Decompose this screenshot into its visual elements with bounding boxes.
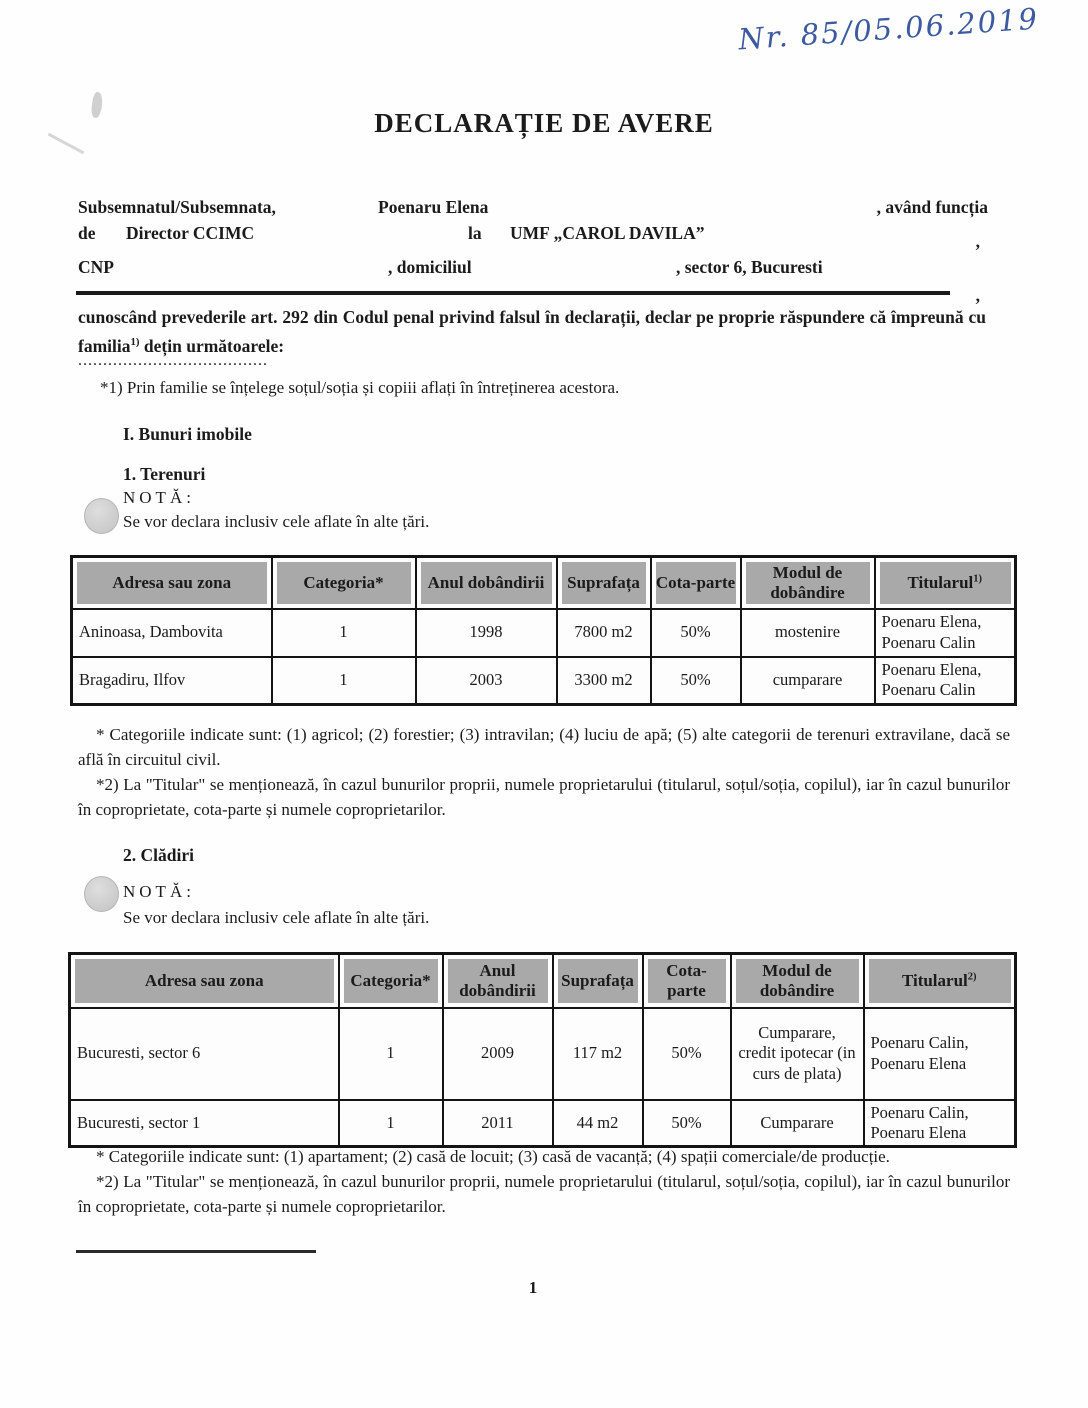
col-header-titularul: Titularul$^{1)}$ (875, 557, 1016, 609)
header-line-2 (78, 223, 988, 249)
family-footnote: *1) Prin familie se înțelege soțul/soția și copiii aflați în întreținerea acestora. (100, 378, 620, 397)
handwritten-registration-number: Nr. 85/05.06.2019 (737, 1, 1041, 57)
col-header-categoria: Categoria* (339, 954, 443, 1008)
table-cell: mostenire (741, 609, 875, 657)
nota-label-cladiri: NOTĂ: (123, 882, 195, 901)
terenuri-table (70, 555, 1017, 706)
col-header-cota: Cota-parte (643, 954, 731, 1008)
table-cell: 3300 m2 (557, 657, 651, 705)
terenuri-header-row (72, 557, 1016, 609)
table-cell: 1 (339, 1100, 443, 1147)
footnote-separator-rule (76, 1250, 316, 1253)
cnp-label: CNP (78, 257, 114, 277)
nota-label-terenuri: NOTĂ: (123, 488, 195, 507)
table-row (70, 1100, 1016, 1147)
table-cell: 1998 (416, 609, 557, 657)
table-cell: Bragadiru, Ilfov (72, 657, 272, 705)
header-line-3 (78, 257, 988, 305)
cladiri-header-row (70, 954, 1016, 1008)
terenuri-notes (78, 722, 1010, 822)
nota-text-cladiri: Se vor declara inclusiv cele aflate în alte țări. (123, 908, 430, 927)
de-label: de (78, 223, 96, 243)
table-cell: Poenaru Calin, Poenaru Elena (864, 1100, 1016, 1147)
table-cell: 1 (272, 609, 416, 657)
subsemnatul-label: Subsemnatul/Subsemnata, (78, 197, 276, 217)
col-header-adresa: Adresa sau zona (72, 557, 272, 609)
table-row (72, 657, 1016, 705)
oath-paragraph: cunoscând prevederile art. 292 din Codul penal privind falsul în declarații, declar pe proprie răspundere că împreună cu familia$^{1)}$ dețin următoarele: (78, 307, 986, 356)
subsection-cladiri-heading: 2. Clădiri (123, 845, 194, 865)
la-label: la (468, 223, 482, 243)
table-cell: 2011 (443, 1100, 553, 1147)
table-cell: 50% (651, 657, 741, 705)
col-header-modul: Modul de dobândire (741, 557, 875, 609)
table-cell: 7800 m2 (557, 609, 651, 657)
table-row (72, 609, 1016, 657)
table-cell: Cumparare (731, 1100, 864, 1147)
header-line-1 (78, 197, 988, 223)
nota-text-terenuri: Se vor declara inclusiv cele aflate în alte țări. (123, 512, 430, 531)
subsection-terenuri-heading: 1. Terenuri (123, 464, 206, 484)
cladiri-notes (78, 1144, 1010, 1219)
table-cell: 2009 (443, 1008, 553, 1100)
comma-line4: , (975, 285, 980, 305)
document-title: DECLARAȚIE DE AVERE (374, 108, 714, 138)
table-row (70, 1008, 1016, 1100)
col-header-suprafata: Suprafața (553, 954, 643, 1008)
sector-label: , sector 6, Bucuresti (676, 257, 823, 277)
section-1-heading: I. Bunuri imobile (123, 424, 252, 444)
comma-line2: , (975, 231, 980, 251)
dotted-separator: ...................................... (78, 352, 268, 369)
table-cell: 1 (339, 1008, 443, 1100)
header-divider-rule (76, 291, 950, 295)
col-header-anul: Anul dobândirii (443, 954, 553, 1008)
footnote-ref-titular-1: 1) (973, 573, 983, 585)
footnote-ref-1: 1) (130, 336, 140, 348)
cladiri-note-titular: *2) La "Titular" se menționează, în cazul bunurilor proprii, numele proprietarului (titularul, soțul/soția, copilul), iar în cazul bunurilor în coproprietate, cota-parte și numele coproprietarilor. (78, 1172, 1010, 1216)
table-cell: 50% (643, 1008, 731, 1100)
table-cell: 50% (643, 1100, 731, 1147)
table-cell: 117 m2 (553, 1008, 643, 1100)
col-header-anul: Anul dobândirii (416, 557, 557, 609)
table-cell: 44 m2 (553, 1100, 643, 1147)
table-cell: Poenaru Elena, Poenaru Calin (875, 657, 1016, 705)
domiciliul-label: , domiciliul (388, 257, 472, 277)
table-cell: Poenaru Calin, Poenaru Elena (864, 1008, 1016, 1100)
col-header-titularul: Titularul$^{2)}$ (864, 954, 1016, 1008)
table-cell: 1 (272, 657, 416, 705)
table-cell: Bucuresti, sector 1 (70, 1100, 339, 1147)
table-cell: Poenaru Elena, Poenaru Calin (875, 609, 1016, 657)
declarant-name: Poenaru Elena (378, 197, 489, 217)
cladiri-note-categories: * Categoriile indicate sunt: (1) apartament; (2) casă de locuit; (3) casă de vacanță; (4) spații comerciale/de producție. (96, 1147, 890, 1166)
table-cell: Aninoasa, Dambovita (72, 609, 272, 657)
terenuri-note-categories: * Categoriile indicate sunt: (1) agricol; (2) forestier; (3) intravilan; (4) luciu de apă; (5) alte categorii de terenuri extravilane, dacă se află în circuitul civil. (78, 725, 1010, 769)
avand-functia-label: , având funcția (876, 197, 988, 217)
page-number: 1 (528, 1278, 538, 1297)
col-header-suprafata: Suprafața (557, 557, 651, 609)
table-cell: 2003 (416, 657, 557, 705)
table-cell: Bucuresti, sector 6 (70, 1008, 339, 1100)
col-header-categoria: Categoria* (272, 557, 416, 609)
hole-punch-mark (84, 498, 119, 534)
declarant-function: Director CCIMC (126, 223, 255, 243)
terenuri-note-titular: *2) La "Titular" se menționează, în cazul bunurilor proprii, numele proprietarului (titularul, soțul/soția, copilul), iar în cazul bunurilor în coproprietate, cota-parte și numele coproprietarilor. (78, 775, 1010, 819)
footnote-ref-titular-2: 2) (967, 971, 977, 983)
col-header-adresa: Adresa sau zona (70, 954, 339, 1008)
hole-punch-mark (84, 876, 119, 912)
col-header-cota: Cota-parte (651, 557, 741, 609)
institution-name: UMF „CAROL DAVILA” (510, 223, 705, 243)
table-cell: 50% (651, 609, 741, 657)
col-header-modul: Modul de dobândire (731, 954, 864, 1008)
table-cell: cumparare (741, 657, 875, 705)
cladiri-table (68, 952, 1017, 1148)
table-cell: Cumparare, credit ipotecar (in curs de plata) (731, 1008, 864, 1100)
